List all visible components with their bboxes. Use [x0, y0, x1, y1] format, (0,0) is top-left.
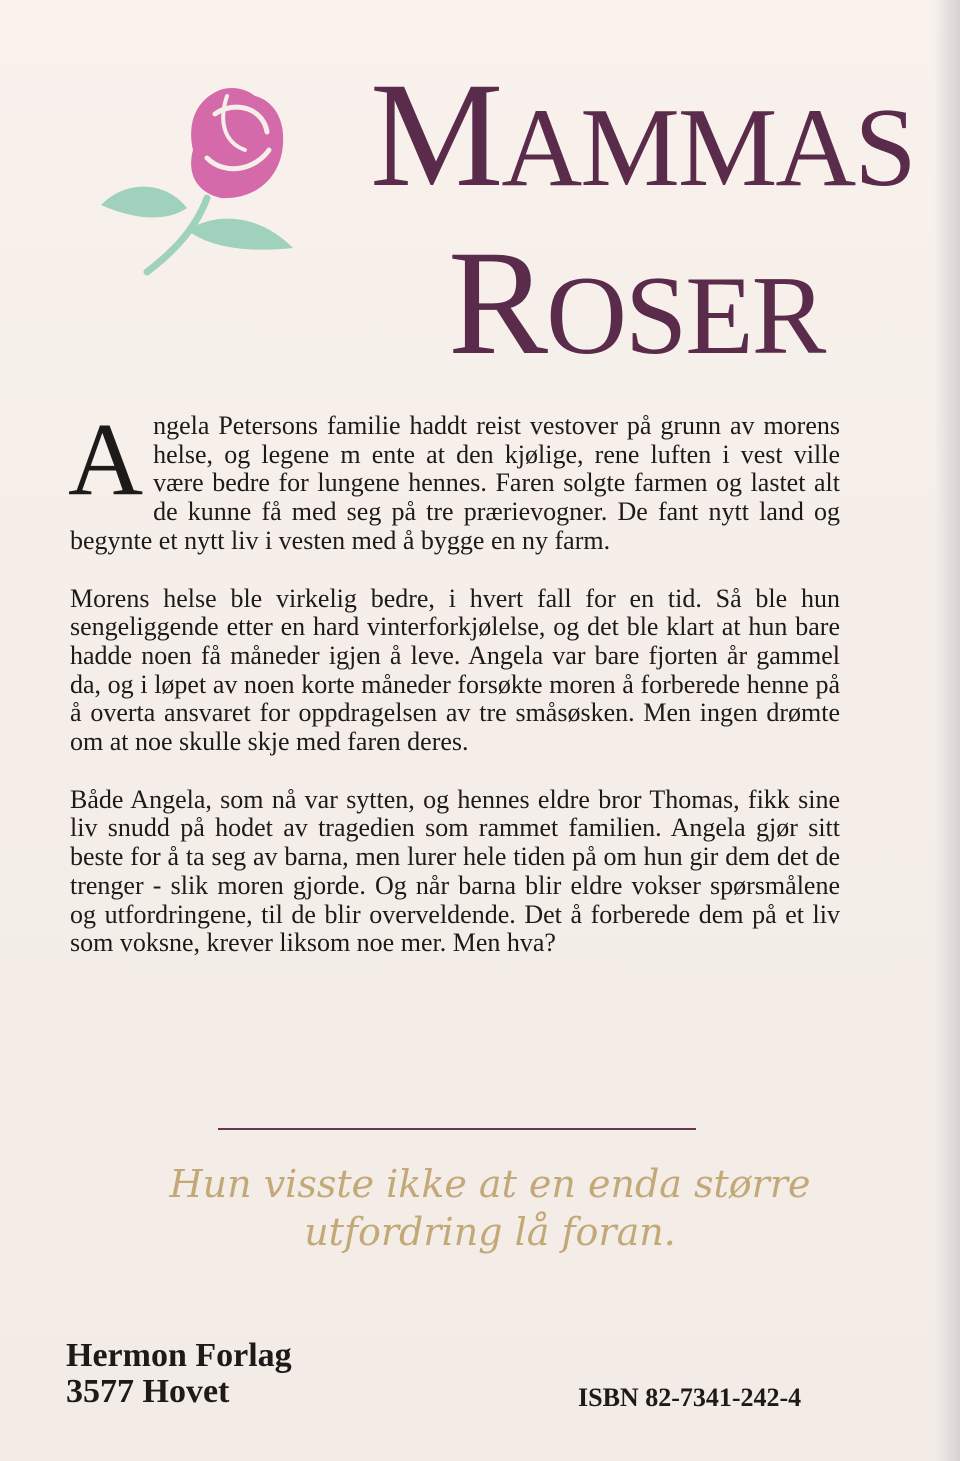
rose-icon — [95, 80, 305, 280]
publisher-address: 3577 Hovet — [66, 1373, 230, 1410]
book-title — [370, 52, 915, 386]
title-line-mammas: MAMMAS — [370, 52, 915, 218]
title-line-roser: ROSER — [448, 220, 825, 386]
blurb-paragraph-3: Både Angela, som nå var sytten, og hennes eldre bror Thomas, fikk sine liv snudd på hodet av tragedien som rammet familien. Angela gjør sitt beste for å ta seg av barna, men lurer hele tiden på om hun gir dem det de trenger - slik moren gjorde. Og når barna blir eldre vokser spørsmålene og utfordringene, til de blir overveldende. Det å forberede dem på et liv som voksne, krever liksom noe mer. Men hva? — [70, 784, 840, 958]
publisher-info — [66, 1338, 292, 1410]
blurb — [68, 402, 840, 987]
divider-line — [218, 1128, 696, 1130]
drop-cap: A — [68, 402, 144, 517]
tagline-line-2: utfordring lå foran. — [304, 1210, 676, 1254]
tagline — [70, 1160, 910, 1256]
blurb-paragraph-1: Angela Petersons familie haddt reist vestover på grunn av morens helse, og legene m ente at den kjølige, rene luften i vest ville være bedre for lungene hennes. Faren solgte farmen og lastet alt de kunne få med seg på tre prærievogner. De fant nytt land og begynte et nytt liv i vesten med å bygge en ny farm. — [68, 402, 840, 555]
isbn-number: ISBN 82-7341-242-4 — [578, 1383, 802, 1412]
tagline-line-1: Hun visste ikke at en enda større — [169, 1162, 811, 1206]
publisher-name: Hermon Forlag — [66, 1337, 292, 1374]
blurb-paragraph-2: Morens helse ble virkelig bedre, i hvert fall for en tid. Så ble hun sengeliggende etter en hard vinterforkjølelse, og det ble klart at hun bare hadde noen få måneder igjen å leve. Angela var bare fjorten år gammel da, og i løpet av noen korte måneder forsøkte moren å forberede henne på å overta ansvaret for oppdragelsen av tre småsøsken. Men ingen drømte om at noe skulle skje med faren deres. — [70, 583, 840, 757]
cover-edge — [934, 0, 960, 1461]
